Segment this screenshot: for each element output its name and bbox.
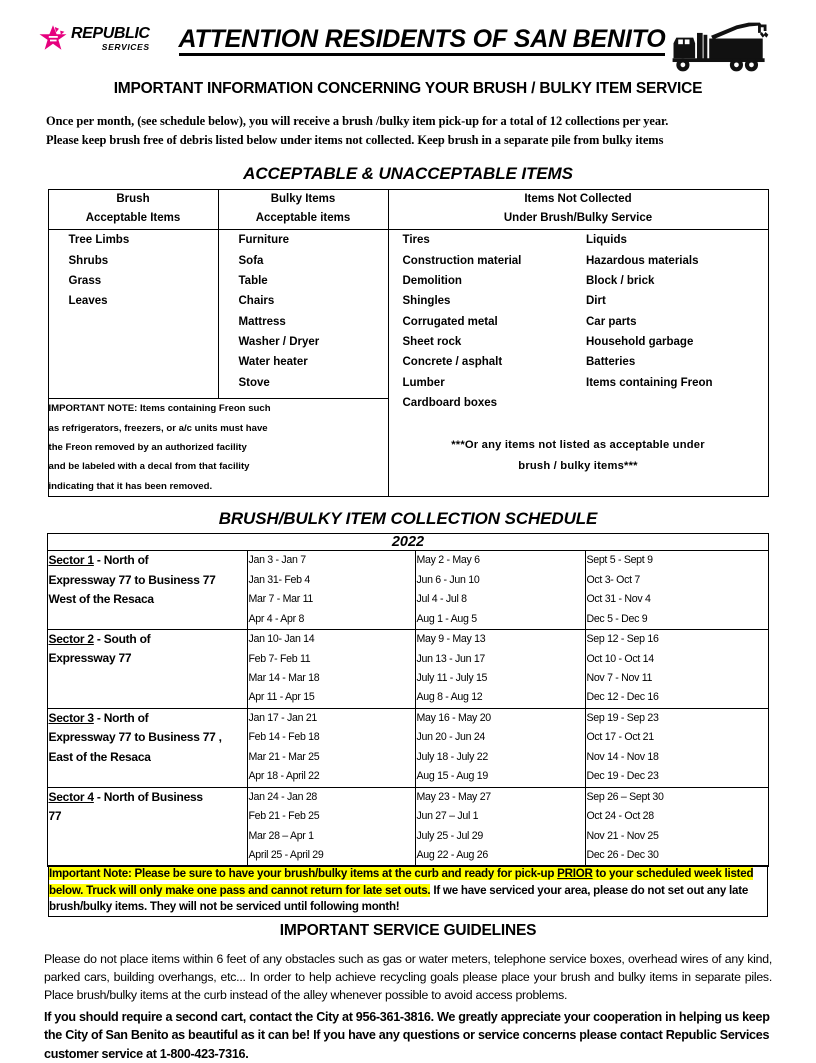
intro-line-2: Please keep brush free of debris listed below under items not collected. Keep brush in a separate pile from bulky items xyxy=(46,132,664,147)
sector-3-dates-column-3 xyxy=(586,708,768,787)
sector-name: Sector 1 xyxy=(48,553,94,568)
list-item: Water heater xyxy=(238,356,308,369)
date-range: Nov 21 - Nov 25 xyxy=(586,829,659,842)
sector-desc-line2: 77 xyxy=(48,809,62,824)
date-range: Aug 1 - Aug 5 xyxy=(416,612,477,625)
date-range: Oct 31 - Nov 4 xyxy=(586,593,651,606)
sector-desc-line3: West of the Resaca xyxy=(48,591,154,606)
sector-description-2 xyxy=(48,630,248,709)
not-collected-right-column xyxy=(578,230,768,413)
list-item: Shingles xyxy=(402,295,451,308)
table-row xyxy=(48,787,768,866)
date-range: Dec 12 - Dec 16 xyxy=(586,691,659,704)
list-item: Sofa xyxy=(238,254,264,267)
sector-description-1 xyxy=(48,551,248,630)
contact-paragraph: If you should require a second cart, contact the City at 956-361-3816. We greatly appreciate your cooperation in helping us keep the City of San Benito as beautiful as it can be! If you have any questions or service concerns please contact Republic Services customer service at 1-800-423-7316. xyxy=(44,1009,770,1061)
sector-description-3 xyxy=(48,708,248,787)
sector-4-dates-column-1 xyxy=(248,787,416,866)
date-range: May 23 - May 27 xyxy=(416,790,491,803)
not-collected-right-list xyxy=(578,230,768,393)
list-item: Tree Limbs xyxy=(68,234,130,247)
or-any-items-line1: ***Or any items not listed as acceptable under xyxy=(451,439,705,452)
or-any-items-note xyxy=(389,435,768,476)
date-range: Nov 7 - Nov 11 xyxy=(586,672,653,684)
sector-name: Sector 2 xyxy=(48,632,94,647)
date-range: Sep 12 - Sep 16 xyxy=(586,633,659,646)
freon-note-line1 xyxy=(49,399,388,418)
sector-name: Sector 3 xyxy=(48,710,94,725)
list-item: Washer / Dryer xyxy=(238,335,320,348)
important-note-plain-part: If we have serviced your area, please do not set out any late brush/bulky items. They will not be serviced until following month! xyxy=(49,883,749,914)
schedule-year: 2022 xyxy=(48,534,768,551)
sector-2-dates-column-3 xyxy=(586,630,768,709)
sector-name-line xyxy=(48,709,247,728)
sector-4-dates-column-3 xyxy=(586,787,768,866)
important-note-table xyxy=(48,865,768,916)
list-item: Chairs xyxy=(238,295,275,308)
items-table-body-row xyxy=(48,230,768,399)
table-row xyxy=(48,708,768,787)
date-range: Jun 20 - Jun 24 xyxy=(416,731,486,744)
table-row xyxy=(48,630,768,709)
date-range: Mar 21 - Mar 25 xyxy=(248,750,320,763)
list-item: Demolition xyxy=(402,274,462,287)
sector-desc-line1: - North of xyxy=(93,553,149,568)
date-range: July 18 - July 22 xyxy=(416,750,488,763)
items-table-header-row xyxy=(48,189,768,230)
table-row xyxy=(48,551,768,630)
important-note-cell xyxy=(49,866,768,916)
date-range: Aug 8 - Aug 12 xyxy=(416,691,483,704)
sector-2-dates-column-1 xyxy=(248,630,416,709)
freon-note-cell xyxy=(48,399,388,497)
intro-paragraph xyxy=(38,112,778,150)
list-item: Corrugated metal xyxy=(402,315,498,328)
sector-name-line xyxy=(48,630,247,649)
date-range: May 2 - May 6 xyxy=(416,554,480,567)
important-note-row xyxy=(49,866,768,916)
not-collected-columns xyxy=(389,230,768,413)
sector-desc-line3: East of the Resaca xyxy=(48,749,151,764)
collection-schedule-table xyxy=(47,533,768,867)
list-item: Batteries xyxy=(586,356,636,369)
column-header-not-collected-line1: Items Not Collected xyxy=(524,192,632,205)
date-range: Dec 26 - Dec 30 xyxy=(586,849,659,862)
intro-line-1: Once per month, (see schedule below), you will receive a brush /bulky item pick-up for a total of 12 collections per year. xyxy=(46,114,669,128)
date-range: Sep 19 - Sep 23 xyxy=(586,711,659,724)
date-range: Jun 27 – Jul 1 xyxy=(416,810,479,823)
column-header-bulky-line2: Acceptable items xyxy=(255,212,351,225)
date-range: May 16 - May 20 xyxy=(416,711,491,724)
freon-note-line5: indicating that it has been removed. xyxy=(48,480,213,492)
freon-note-line4: and be labeled with a decal from that facility xyxy=(48,461,250,473)
header xyxy=(38,14,778,72)
date-range: Feb 7- Feb 11 xyxy=(248,652,311,665)
date-range: May 9 - May 13 xyxy=(416,633,486,646)
important-note-highlight-part1: Important Note: Please be sure to have your brush/bulky items at the curb and ready for pick-up xyxy=(49,867,558,881)
column-header-brush-line2: Acceptable Items xyxy=(85,212,181,225)
date-range: Oct 17 - Oct 21 xyxy=(586,731,654,744)
date-range: Mar 7 - Mar 11 xyxy=(248,593,313,606)
logo-subname: SERVICES xyxy=(101,42,150,53)
date-range: Apr 4 - Apr 8 xyxy=(248,612,305,625)
logo-name: REPUBLIC xyxy=(71,25,150,43)
date-range: Sep 26 – Sept 30 xyxy=(586,790,664,803)
date-range: July 11 - July 15 xyxy=(416,672,488,684)
list-item: Furniture xyxy=(238,234,289,247)
schedule-section-heading: BRUSH/BULKY ITEM COLLECTION SCHEDULE xyxy=(218,509,598,529)
brush-item-list xyxy=(49,230,218,311)
date-range: Sept 5 - Sept 9 xyxy=(586,554,653,567)
important-note-text xyxy=(49,866,767,915)
list-item: Mattress xyxy=(238,315,286,328)
sector-name: Sector 4 xyxy=(48,789,94,804)
date-range: Jun 6 - Jun 10 xyxy=(416,573,480,586)
date-range: Dec 5 - Dec 9 xyxy=(586,612,648,625)
republic-star-icon xyxy=(38,24,68,54)
date-range: Jan 31- Feb 4 xyxy=(248,573,310,586)
list-item: Liquids xyxy=(586,234,627,247)
list-item: Concrete / asphalt xyxy=(402,356,503,369)
sector-1-dates-column-3 xyxy=(586,551,768,630)
list-item: Stove xyxy=(238,376,270,389)
important-note-highlight-part2: to your scheduled week listed below. Truck will only make one pass and cannot return for late set outs. xyxy=(49,867,754,897)
or-any-items-line2: brush / bulky items*** xyxy=(518,460,638,473)
logo-wordmark xyxy=(71,26,150,52)
sector-description-4 xyxy=(48,787,248,866)
items-section-heading: ACCEPTABLE & UNACCEPTABLE ITEMS xyxy=(243,163,573,183)
list-item: Items containing Freon xyxy=(586,376,713,389)
grapple-truck-icon xyxy=(666,14,778,81)
list-item: Tires xyxy=(402,234,430,247)
freon-note-label: IMPORTANT NOTE: xyxy=(48,403,138,415)
bulky-item-list xyxy=(219,230,388,393)
date-range: Nov 14 - Nov 18 xyxy=(586,750,659,763)
brush-items-cell xyxy=(48,230,218,399)
schedule-year-row xyxy=(48,534,768,551)
date-range: Dec 19 - Dec 23 xyxy=(586,770,659,783)
list-item: Cardboard boxes xyxy=(402,396,498,409)
column-header-not-collected-line2: Under Brush/Bulky Service xyxy=(503,212,653,225)
sector-1-dates-column-1 xyxy=(248,551,416,630)
list-item: Sheet rock xyxy=(402,335,462,348)
not-collected-left-list xyxy=(389,230,579,413)
date-range: Aug 22 - Aug 26 xyxy=(416,849,488,862)
page-subtitle: IMPORTANT INFORMATION CONCERNING YOUR BRUSH / BULKY ITEM SERVICE xyxy=(113,80,703,97)
freon-note-line1-rest: Items containing Freon such xyxy=(137,403,271,415)
sector-1-dates-column-2 xyxy=(416,551,586,630)
important-note-prior-word: PRIOR xyxy=(557,867,593,881)
list-item: Dirt xyxy=(586,295,606,308)
date-range: Apr 11 - Apr 15 xyxy=(248,691,315,704)
date-range: April 25 - April 29 xyxy=(248,849,324,862)
guidelines-body: Please do not place items within 6 feet of any obstacles such as gas or water meters, telephone service boxes, overhead wires of any kind, parked cars, building overhangs, etc... In order to help achieve recycling goals please place your brush and bulky items in separate piles. Place brush/bulky items at the curb instead of the alley whenever possible to avoid access problems. xyxy=(44,951,772,1003)
list-item: Household garbage xyxy=(586,335,694,348)
date-range: Feb 14 - Feb 18 xyxy=(248,731,320,744)
freon-note-line3: the Freon removed by an authorized facility xyxy=(48,441,247,453)
column-header-brush xyxy=(48,189,218,230)
date-range: Mar 14 - Mar 18 xyxy=(248,672,320,684)
list-item: Leaves xyxy=(68,295,108,308)
sector-name-line xyxy=(48,788,247,807)
sector-4-dates-column-2 xyxy=(416,787,586,866)
column-header-brush-line1: Brush xyxy=(116,192,150,205)
sector-desc-line1: - North of Business xyxy=(93,789,203,804)
date-range: Oct 3- Oct 7 xyxy=(586,573,640,586)
list-item: Grass xyxy=(68,274,102,287)
list-item: Hazardous materials xyxy=(586,254,699,267)
sector-desc-line2: Expressway 77 xyxy=(48,651,132,666)
date-range: Feb 21 - Feb 25 xyxy=(248,810,320,823)
date-range: Apr 18 - April 22 xyxy=(248,770,320,783)
republic-services-logo xyxy=(38,14,178,54)
title-block xyxy=(178,14,666,56)
date-range: Jan 17 - Jan 21 xyxy=(248,711,318,724)
sector-desc-line2: Expressway 77 to Business 77 , xyxy=(48,730,222,745)
sector-desc-line2: Expressway 77 to Business 77 xyxy=(48,572,216,587)
date-range: July 25 - Jul 29 xyxy=(416,829,483,842)
sector-name-line xyxy=(48,551,247,570)
date-range: Jan 10- Jan 14 xyxy=(248,633,315,646)
column-header-bulky-line1: Bulky Items xyxy=(270,192,336,205)
bulky-items-cell xyxy=(218,230,388,399)
date-range: Oct 10 - Oct 14 xyxy=(586,652,654,665)
date-range: Aug 15 - Aug 19 xyxy=(416,770,488,783)
date-range: Jul 4 - Jul 8 xyxy=(416,593,467,606)
sector-3-dates-column-1 xyxy=(248,708,416,787)
list-item: Shrubs xyxy=(68,254,109,267)
sector-3-dates-column-2 xyxy=(416,708,586,787)
column-header-not-collected xyxy=(388,189,768,230)
date-range: Jan 24 - Jan 28 xyxy=(248,790,318,803)
list-item: Table xyxy=(238,274,268,287)
date-range: Mar 28 – Apr 1 xyxy=(248,829,314,842)
list-item: Block / brick xyxy=(586,274,655,287)
date-range: Oct 24 - Oct 28 xyxy=(586,810,654,823)
sector-desc-line1: - South of xyxy=(93,632,151,647)
date-range: Jan 3 - Jan 7 xyxy=(248,554,306,567)
not-collected-cell xyxy=(388,230,768,497)
list-item: Lumber xyxy=(402,376,445,389)
date-range: Jun 13 - Jun 17 xyxy=(416,652,486,665)
acceptable-items-table xyxy=(48,189,769,497)
guidelines-title: IMPORTANT SERVICE GUIDELINES xyxy=(279,921,537,939)
list-item: Construction material xyxy=(402,254,522,267)
not-collected-left-column xyxy=(389,230,579,413)
freon-note-line2: as refrigerators, freezers, or a/c units must have xyxy=(48,422,268,434)
freon-note-text xyxy=(49,399,388,496)
sector-2-dates-column-2 xyxy=(416,630,586,709)
sector-desc-line1: - North of xyxy=(93,710,149,725)
column-header-bulky xyxy=(218,189,388,230)
page-title: ATTENTION RESIDENTS OF SAN BENITO xyxy=(179,26,666,56)
list-item: Car parts xyxy=(586,315,637,328)
